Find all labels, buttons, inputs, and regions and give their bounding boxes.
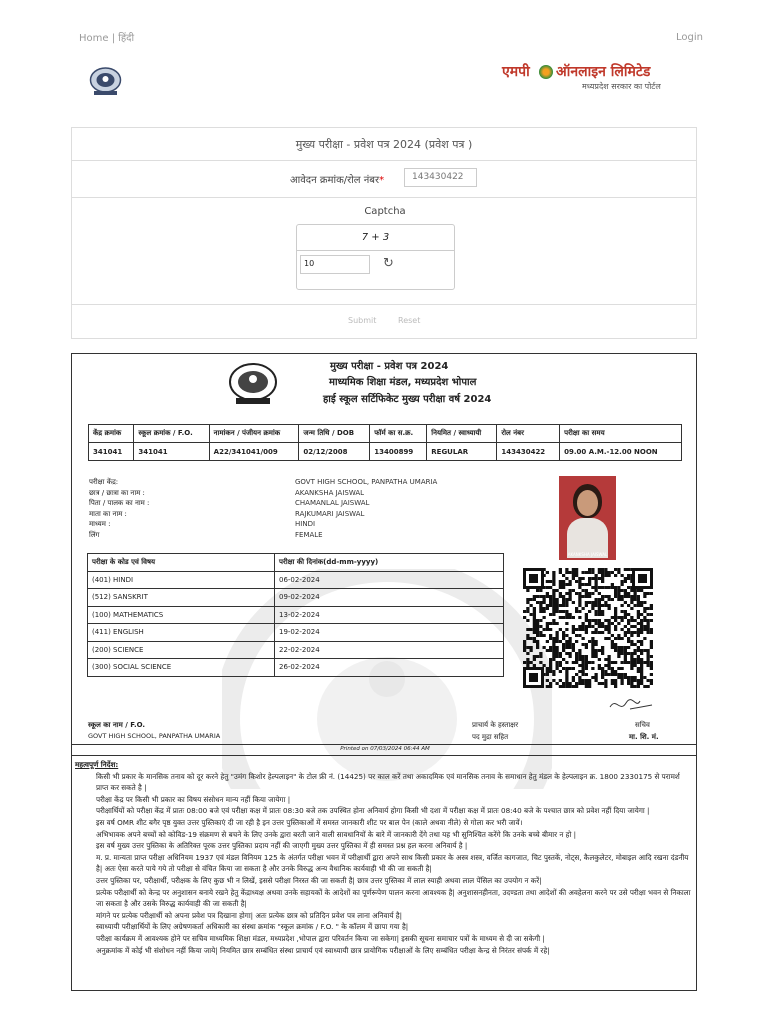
captcha-answer-input[interactable]: 10: [300, 255, 370, 274]
table-row: (300) SOCIAL SCIENCE 26-02-2024: [88, 659, 504, 677]
candidate-photo: [559, 476, 616, 560]
mpbse-logo: [88, 66, 123, 98]
captcha-question: 7 + 3: [297, 225, 454, 251]
table-row: (411) ENGLISH 19-02-2024: [88, 624, 504, 642]
instructions: [72, 759, 697, 956]
school-value: GOVT HIGH SCHOOL, PANPATHA UMARIA: [88, 732, 221, 740]
login-link[interactable]: Login: [676, 32, 703, 43]
captcha-row: [72, 198, 696, 305]
list-item: 8. उत्तर पुस्तिका पर, परीक्षार्थी, परीक्षक के लिए कुछ भी न लिखें, इससे परीक्षा निरस्त की जा सकती है| छात्र उत्तर पुस्तिका में लाल स्याही अथवा लाल पेंसिल का उपयोग न करें|: [96, 875, 697, 887]
mponline-logo: [502, 62, 692, 96]
hindi-link[interactable]: हिंदी: [118, 33, 135, 44]
table-header-row: परीक्षा के कोड एवं विषय परीक्षा की दिनांक(dd-mm-yyyy): [88, 554, 504, 572]
instructions-heading: महत्वपूर्ण निर्देश:: [75, 760, 119, 769]
table-row: (100) MATHEMATICS 13-02-2024: [88, 606, 504, 624]
list-item: 4. इस वर्ष OMR शीट बगैर पृष्ठ युक्त उत्तर पुस्तिकाएं दी जा रही है इन उत्तर पुस्तिकाओं में समस्त जानकारी शीट पर बाल पेन (काले अथवा नीले) से गोला कर भरी जावें।: [96, 817, 697, 829]
top-nav: [79, 30, 134, 44]
secretary-label: सचिव: [635, 721, 650, 729]
admit-title-2: माध्यमिक शिक्षा मंडल, मध्यप्रदेश भोपाल: [329, 377, 477, 388]
list-item: 6. इस वर्ष मुख्य उत्तर पुस्तिका के अतिरिक्त पूरक उत्तर पुस्तिका प्रदाय नहीं की जाएगी मुख्य उत्तर पुस्तिका में ही समस्त प्रश्न हल करना अनिवार्य है |: [96, 840, 697, 852]
list-item: 1. किसी भी प्रकार के मानसिक तनाव को दूर करने हेतु "उमंग किशोर हेल्पलाइन" के टोल फ्री नं. (14425) पर काल करें तथा अकादमिक एवं मानसिक तनाव के समाधान हेतु मंडल के हेल्पलाइन क्र. 1800 2330175 से परामर्श प्राप्त कर सकते है |: [96, 771, 694, 794]
table-row: (401) HINDI 06-02-2024: [88, 571, 504, 589]
roll-label: आवेदन क्रमांक/रोल नंबर*: [290, 175, 385, 186]
subject-schedule-table: [87, 553, 504, 677]
admit-title-1: मुख्य परीक्षा - प्रवेश पत्र 2024: [330, 361, 449, 372]
brand-name-online: ऑनलाइन लिमिटेड: [556, 64, 651, 80]
refresh-icon[interactable]: ↻: [383, 256, 394, 271]
list-item: 9. प्रत्येक परीक्षार्थी को केन्द्र पर अनुशासन बनाये रखने हेतु केंद्राध्यक्ष अथवा उनके सहायकों के आदेशों का पूर्णरूपेण पालन करना आवश्यक है| अनुशासनहीनता, उदण्डता तथा आदेशों की अवहेलना करने पर उसे परीक्षा भवन से निकाला जा सकता है और उसके विरुद्ध कार्यवाही की जा सकती है|: [96, 887, 694, 910]
candidate-values: GOVT HIGH SCHOOL, PANPATHA UMARIA AKANKSHA JAISWAL CHAMANLAL JAISWAL RAJKUMARI JAISWAL HINDI FEMALE: [295, 478, 438, 539]
table-row: (200) SCIENCE 22-02-2024: [88, 641, 504, 659]
captcha-label: Captcha: [364, 206, 406, 217]
table-row: (512) SANSKRIT 09-02-2024: [88, 589, 504, 607]
search-form: [71, 127, 697, 339]
list-item: 13. अनुक्रमांक में कोई भी संशोधन नहीं किया जाये| नियमित छात्र सम्बंधित संस्था प्राचार्य एवं स्वाध्यायी छात्र प्रायोगिक परीक्षाओं के लिए सम्बंधित परीक्षा केन्द्र से निरंतर संपर्क में रहे|: [96, 945, 697, 957]
roll-row: [72, 161, 696, 198]
nav-separator: |: [111, 33, 116, 44]
principal-seal-label: पद मुद्रा सहित: [472, 733, 509, 741]
list-item: 10. मांगने पर प्रत्येक परीक्षार्थी को अपना प्रवेश पत्र दिखाना होगा| अतः प्रत्येक छात्र को प्रतिदिन प्रवेश पत्र लाना अनिवार्य है|: [96, 910, 697, 922]
printed-timestamp: Printed on 07/03/2024 06:44 AM: [340, 746, 430, 752]
instructions-list: [72, 771, 697, 957]
captcha-box: [296, 224, 455, 290]
secretary-signature: [606, 695, 656, 717]
list-item: 5. अभिभावक अपने बच्चों को कोविड-19 संक्रमण से बचने के लिए उनके द्वारा बरती जाने वाली सावधानियों के बारे में जानकारी देंगे तथा यह भी सुनिश्चित करेंगे कि उनके बच्चे बीमार न हो |: [96, 829, 697, 841]
submit-button[interactable]: Submit: [348, 316, 377, 325]
table-header-row: केंद्र क्रमांक स्कूल क्रमांक / F.O. नामांकन / पंजीयन क्रमांक जन्म तिथि / DOB फॉर्म का स.क्र. नियमित / स्वाध्यायी रोल नंबर परीक्षा का समय: [89, 425, 682, 443]
home-link[interactable]: Home: [79, 33, 109, 44]
list-item: 3. परीक्षार्थियों को परीक्षा केंद्र में प्रातः 08:00 बजे एवं परीक्षा कक्ष में प्रातः 08:30 बजे तक उपस्थित होना अनिवार्य होगा किसी भी दशा में परीक्षा कक्ष में प्रातः 08:40 बजे के पश्चात छात्र को प्रवेश नहीं दिया जायेगा |: [96, 805, 694, 817]
brand-tagline: मध्यप्रदेश सरकार का पोर्टल: [582, 82, 661, 91]
list-item: 2. परीक्षा केंद्र पर किसी भी प्रकार का विषय संसोधन मान्य नहीं किया जायेगा |: [96, 794, 697, 806]
list-item: 12. परीक्षा कार्यक्रम में आवश्यक होने पर सचिव माध्यमिक शिक्षा मंडल, मध्यप्रदेश ,भोपाल द्वारा परिवर्तन किया जा सकेगा| इसकी सूचना समाचार पत्रों के माध्यम से दी जा सकेगी |: [96, 933, 697, 945]
brand-name-mp: एमपी: [502, 64, 530, 80]
exam-details-table: [88, 424, 682, 461]
list-item: 7. म. प्र. मान्यता प्राप्त परीक्षा अधिनियम 1937 एवं मंडल विनियम 125 के अंतर्गत परीक्षा भवन में परीक्षार्थी द्वारा अपने साथ किसी प्रकार के अस्त्र शस्त्र, वर्जित कागजात, चिट पुस्तकें, नोट्स, कैलकुलेटर, मोबाइल आदि रखना दंडनीय है| अतः ऐसा करते पाये गये तो परीक्षा से वंचित किया जा सकता है और उनके विरुद्ध अन्य वैधानिक कार्यवाही भी की जा सकती है|: [96, 852, 694, 875]
admit-title-3: हाई स्कूल सर्टिफिकेट मुख्य परीक्षा वर्ष 2024: [323, 394, 492, 405]
school-label: स्कूल का नाम / F.O.: [88, 721, 146, 729]
qr-code: [523, 568, 653, 688]
list-item: 11. स्वाध्यायी परीक्षार्थियों के लिए अग्रेषणकर्ता अधिकारी का संस्था क्रमांक "स्कूल क्रमांक / F.O. " के कॉलम में छापा गया है|: [96, 921, 697, 933]
form-title: मुख्य परीक्षा - प्रवेश पत्र 2024 (प्रवेश पत्र ): [72, 128, 696, 161]
principal-signature-label: प्राचार्य के हस्ताक्षर: [472, 721, 519, 729]
table-row: 341041 341041 A22/341041/009 02/12/2008 13400899 REGULAR 143430422 09.00 A.M.-12.00 NOON: [89, 443, 682, 461]
globe-icon: [539, 65, 553, 79]
secretary-org-label: मा. शि. मं.: [629, 733, 659, 741]
roll-number-input[interactable]: 143430422: [404, 168, 477, 187]
reset-button[interactable]: Reset: [398, 316, 421, 325]
candidate-labels: परीक्षा केंद्र: छात्र / छात्रा का नाम : पिता / पालक का नाम : माता का नाम : माध्यम : लिंग: [89, 478, 150, 539]
admit-card: [71, 353, 697, 991]
button-row: [72, 305, 696, 338]
board-seal: [228, 362, 278, 406]
photo-caption: AKANKSHA JAISWAL: [567, 552, 608, 557]
